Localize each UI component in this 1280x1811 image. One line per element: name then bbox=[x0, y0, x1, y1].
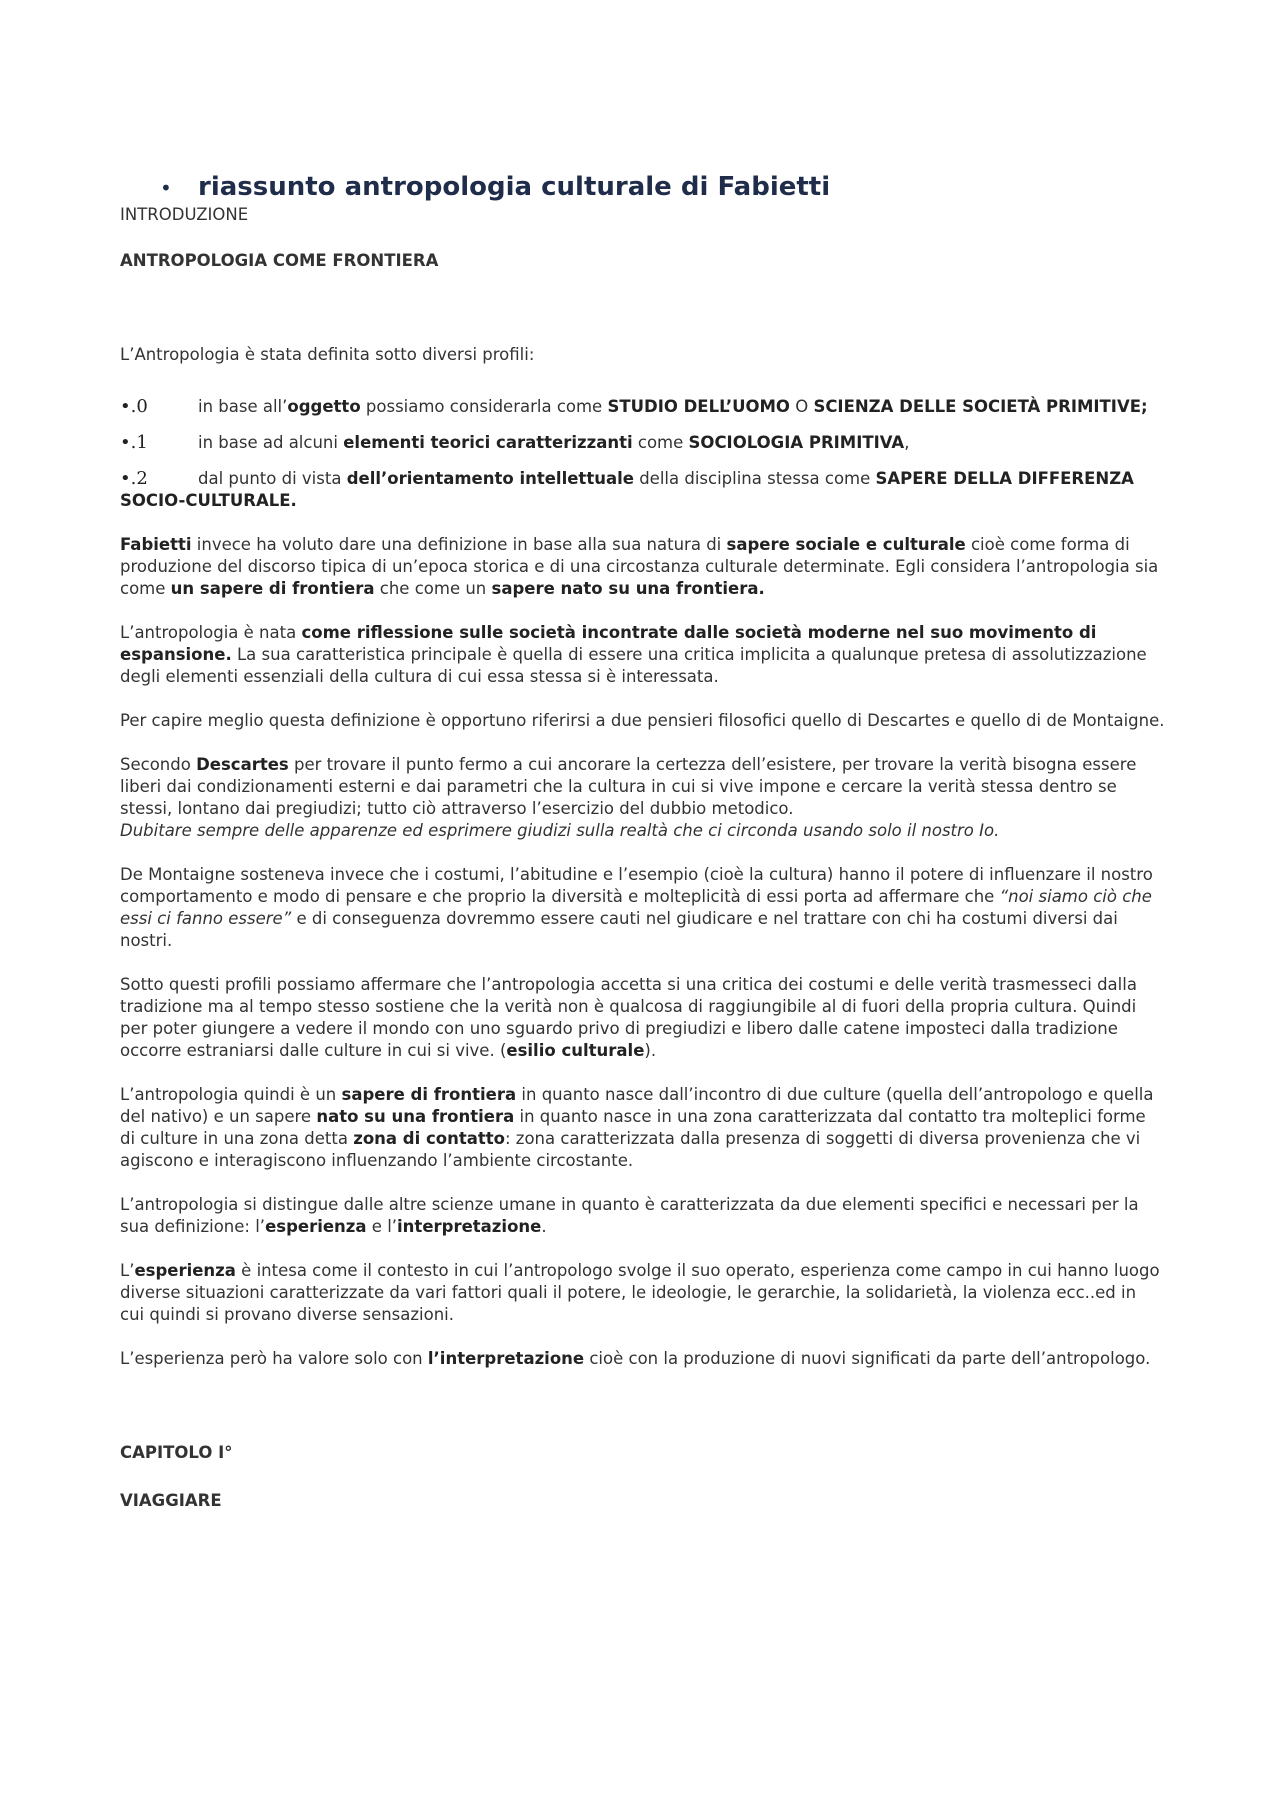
text-run: che come un bbox=[374, 579, 492, 598]
text-run: L’antropologia è nata bbox=[120, 623, 302, 642]
text-run: possiamo considerarla come bbox=[360, 397, 608, 416]
text-run: per trovare il punto fermo a cui ancorare la certezza dell’esistere, per trovare la verità bisogna essere liberi dai condizionamenti esterni e dai parametri che la cultura in cui si vive impone e cercare la verità stessa dentro se stessi, lontano dai pregiudizi; tutto ciò attraverso l’esercizio del dubbio metodico. bbox=[120, 755, 1137, 818]
bold-run: interpretazione bbox=[397, 1217, 542, 1236]
bold-run: sapere di frontiera bbox=[341, 1085, 517, 1104]
bold-run: Descartes bbox=[196, 755, 289, 774]
list-marker: •.0 bbox=[120, 396, 148, 417]
paragraph-distingue bbox=[120, 1194, 1165, 1238]
paragraph-descartes bbox=[120, 754, 1165, 842]
text-run: in base all’ bbox=[198, 397, 288, 416]
text-run: e l’ bbox=[366, 1217, 398, 1236]
paragraph-quindi bbox=[120, 1084, 1165, 1172]
document-title bbox=[120, 170, 1165, 204]
text-run: : zona caratterizzata dalla presenza di soggetti di diversa provenienza che vi agiscono e interagiscono influenzando l’ambiente circostante. bbox=[120, 1129, 1141, 1170]
text-run: in base ad alcuni bbox=[198, 433, 344, 452]
heading-viaggiare: VIAGGIARE bbox=[120, 1491, 222, 1510]
text-run: Sotto questi profili possiamo affermare che l’antropologia accetta si una critica dei costumi e delle verità trasmesseci dalla tradizione ma al tempo stesso sostiene che la verità non è qualcosa di raggiungibile al di fuori della propria cultura. Quindi per poter giungere a vedere il mondo con uno sguardo privo di pregiudizi e libero dalle catene imposteci dalla tradizione occorre estraniarsi dalle culture in cui si vive. ( bbox=[120, 975, 1137, 1060]
bold-run: come riflessione sulle società incontrate dalle società moderne nel suo movimento di espansione. bbox=[120, 623, 1097, 664]
document-page bbox=[120, 170, 1165, 1512]
bold-run: sapere nato su una frontiera. bbox=[491, 579, 765, 598]
text-run: , bbox=[904, 433, 910, 452]
list-marker: •.2 bbox=[120, 468, 148, 489]
paragraph-profili bbox=[120, 974, 1165, 1062]
heading-frontier: ANTROPOLOGIA COME FRONTIERA bbox=[120, 251, 439, 270]
text-run: in quanto nasce in una zona caratterizzata dal contatto tra molteplici forme di culture in una zona detta bbox=[120, 1107, 1146, 1148]
text-run: e di conseguenza dovremmo essere cauti nel giudicare e nel trattare con chi ha costumi diversi dai nostri. bbox=[120, 909, 1118, 950]
list-item bbox=[120, 432, 1165, 454]
bold-run: SAPERE DELLA DIFFERENZA SOCIO-CULTURALE. bbox=[120, 469, 1134, 510]
text-run: dal punto di vista bbox=[198, 469, 347, 488]
bold-run: sapere sociale e culturale bbox=[726, 535, 966, 554]
bold-run: elementi teorici caratterizzanti bbox=[343, 433, 633, 452]
text-run: è intesa come il contesto in cui l’antropologo svolge il suo operato, esperienza come campo in cui hanno luogo diverse situazioni caratterizzate da vari fattori quali il potere, le ideologie, le gerarchie, la solidarietà, la violenza ecc..ed in cui quindi si provano diverse sensazioni. bbox=[120, 1261, 1160, 1324]
text-run: L’ bbox=[120, 1261, 135, 1280]
paragraph-capire: Per capire meglio questa definizione è opportuno riferirsi a due pensieri filosofici quello di Descartes e quello di de Montaigne. bbox=[120, 711, 1165, 730]
bold-run: SCIENZA DELLE SOCIETÀ PRIMITIVE; bbox=[813, 397, 1148, 416]
italic-run: “noi siamo ciò che essi ci fanno essere” bbox=[120, 887, 1152, 928]
heading-capitolo: CAPITOLO I° bbox=[120, 1443, 233, 1462]
bold-run: oggetto bbox=[287, 397, 361, 416]
text-run: L’esperienza però ha valore solo con bbox=[120, 1349, 428, 1368]
bold-run: STUDIO DELL’UOMO bbox=[607, 397, 790, 416]
bold-run: zona di contatto bbox=[353, 1129, 505, 1148]
italic-run: Dubitare sempre delle apparenze ed esprimere giudizi sulla realtà che ci circonda usando solo il nostro Io. bbox=[120, 821, 1000, 840]
bold-run: esilio culturale bbox=[506, 1041, 645, 1060]
section-subtitle: INTRODUZIONE bbox=[120, 205, 249, 224]
text-run: . bbox=[541, 1217, 547, 1236]
text-run: La sua caratteristica principale è quella di essere una critica implicita a qualunque pretesa di assolutizzazione degli elementi essenziali della cultura di cui essa stessa si è interessata. bbox=[120, 645, 1147, 686]
paragraph-esperienza bbox=[120, 1260, 1165, 1326]
bold-run: nato su una frontiera bbox=[316, 1107, 515, 1126]
bold-run: l’interpretazione bbox=[427, 1349, 585, 1368]
list-item bbox=[120, 468, 1165, 512]
text-run: L’antropologia si distingue dalle altre scienze umane in quanto è caratterizzata da due elementi specifici e necessari per la sua definizione: l’ bbox=[120, 1195, 1139, 1236]
bold-run: esperienza bbox=[134, 1261, 236, 1280]
text-run: invece ha voluto dare una definizione in base alla sua natura di bbox=[191, 535, 727, 554]
text-run: cioè come forma di produzione del discorso tipica di un’epoca storica e di una circostanza culturale determinate. Egli considera l’antropologia sia come bbox=[120, 535, 1159, 598]
text-run: cioè con la produzione di nuovi significati da parte dell’antropologo. bbox=[584, 1349, 1151, 1368]
title-text: riassunto antropologia culturale di Fabietti bbox=[198, 172, 831, 202]
text-run: della disciplina stessa come bbox=[633, 469, 876, 488]
bold-run: SOCIOLOGIA PRIMITIVA bbox=[688, 433, 905, 452]
paragraph-valore bbox=[120, 1348, 1165, 1370]
list-marker: •.1 bbox=[120, 432, 148, 453]
intro-paragraph: L’Antropologia è stata definita sotto diversi profili: bbox=[120, 345, 535, 364]
bullet-icon: • bbox=[160, 176, 172, 200]
text-run: ). bbox=[644, 1041, 657, 1060]
text-run: come bbox=[632, 433, 689, 452]
paragraph-montaigne bbox=[120, 864, 1165, 952]
text-run: O bbox=[789, 397, 814, 416]
bold-run: un sapere di frontiera bbox=[170, 579, 375, 598]
paragraph-nata bbox=[120, 622, 1165, 688]
text-run: De Montaigne sosteneva invece che i costumi, l’abitudine e l’esempio (cioè la cultura) hanno il potere di influenzare il nostro comportamento e modo di pensare e che proprio la diversità e molteplicità di essi porta ad affermare che bbox=[120, 865, 1153, 906]
text-run: in quanto nasce dall’incontro di due culture (quella dell’antropologo e quella del nativo) e un sapere bbox=[120, 1085, 1154, 1126]
paragraph-fabietti bbox=[120, 534, 1165, 600]
bold-run: Fabietti bbox=[120, 535, 192, 554]
bold-run: dell’orientamento intellettuale bbox=[346, 469, 634, 488]
text-run: L’antropologia quindi è un bbox=[120, 1085, 342, 1104]
text-run: Secondo bbox=[120, 755, 197, 774]
list-item bbox=[120, 396, 1165, 418]
bold-run: esperienza bbox=[265, 1217, 367, 1236]
